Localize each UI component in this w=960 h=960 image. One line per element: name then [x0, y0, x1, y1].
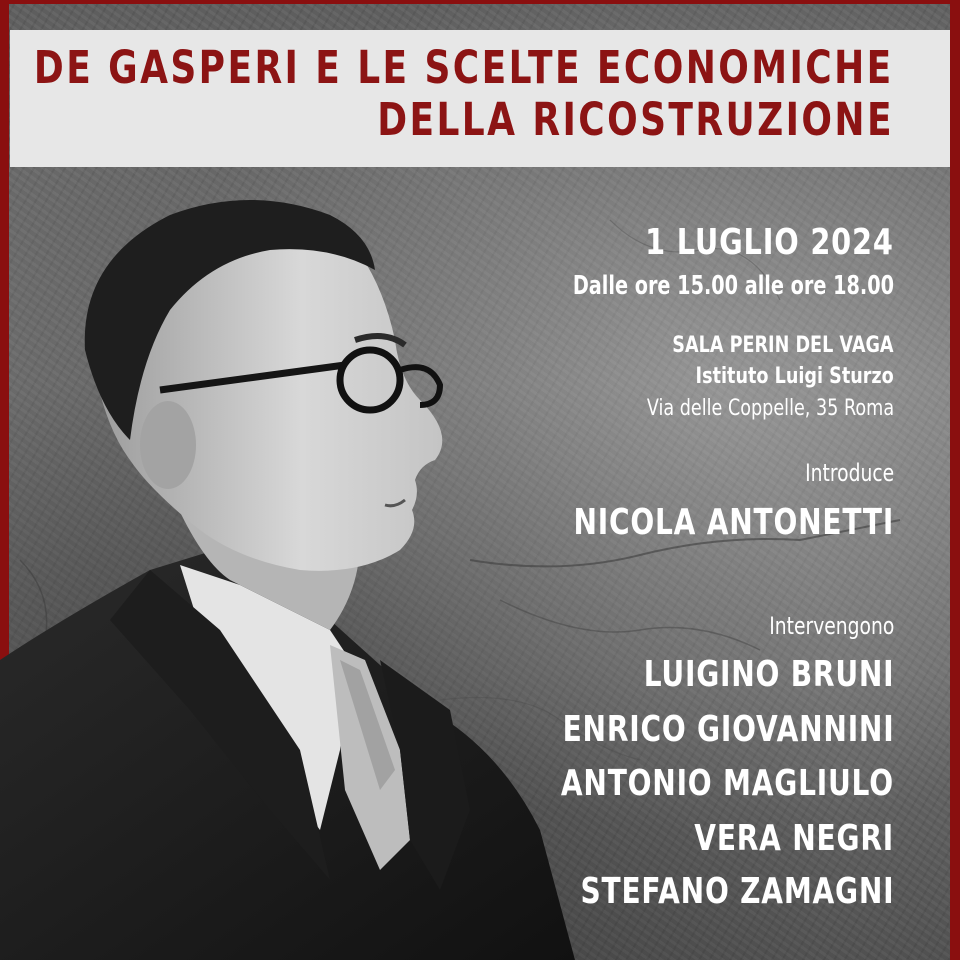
- speaker-name: ENRICO GIOVANNINI: [562, 709, 894, 750]
- speakers-label: Intervengono: [768, 612, 894, 640]
- portrait-photo: [0, 190, 580, 960]
- venue-address: Via delle Coppelle, 35 Roma: [646, 396, 894, 421]
- event-time: Dalle ore 15.00 alle ore 18.00: [572, 271, 894, 301]
- speaker-name: LUIGINO BRUNI: [643, 654, 894, 695]
- speaker-name: ANTONIO MAGLIULO: [561, 763, 894, 804]
- introduction-label: Introduce: [804, 459, 894, 487]
- event-date: 1 LUGLIO 2024: [645, 222, 894, 263]
- introduction-speaker: NICOLA ANTONETTI: [573, 502, 894, 543]
- venue-institute: Istituto Luigi Sturzo: [695, 364, 894, 389]
- speaker-name: STEFANO ZAMAGNI: [580, 871, 894, 912]
- event-title-line-1: DE GASPERI E LE SCELTE ECONOMICHE: [34, 41, 894, 94]
- venue-room: SALA PERIN DEL VAGA: [672, 333, 894, 358]
- speaker-name: VERA NEGRI: [694, 818, 894, 859]
- event-title-line-2: DELLA RICOSTRUZIONE: [377, 93, 894, 146]
